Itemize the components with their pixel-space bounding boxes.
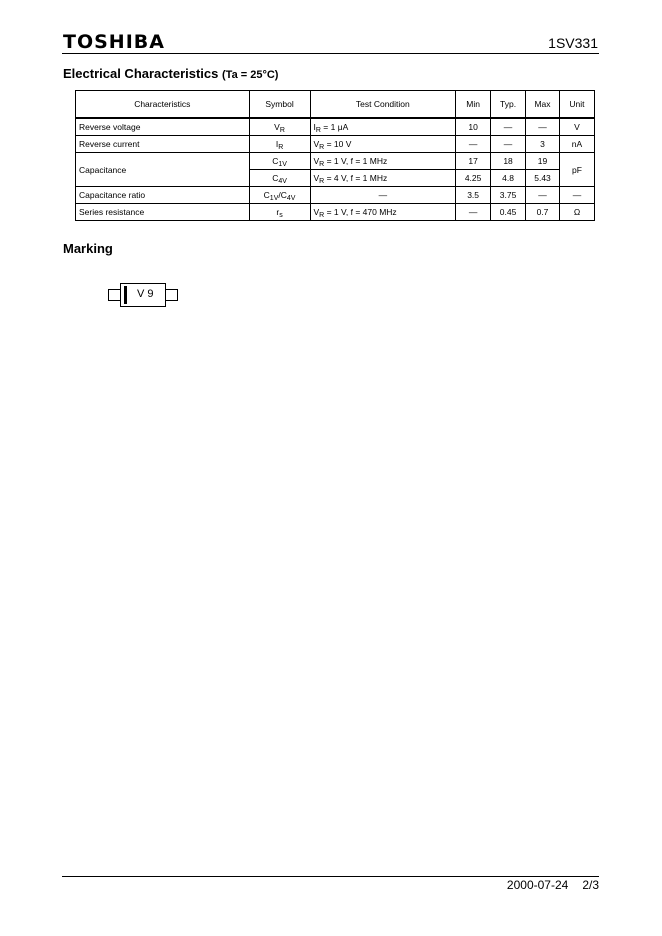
section-title-marking: Marking: [63, 241, 113, 256]
cell-max: —: [526, 187, 560, 204]
cell-typ: —: [491, 118, 526, 136]
package-lead-right: [164, 289, 178, 301]
cell-symbol: $C_{1V}$: [249, 153, 310, 170]
cell-symbol: $C_{4V}$: [249, 170, 310, 187]
cell-unit: Ω: [559, 204, 594, 221]
cell-max: 5.43: [526, 170, 560, 187]
cell-condition: —: [310, 187, 456, 204]
cell-typ: 3.75: [491, 187, 526, 204]
section-title-condition: (Ta = 25°C): [222, 69, 279, 81]
table-row: [76, 187, 595, 204]
cell-condition: $V_R = 4$ V, f = 1 MHz: [310, 170, 456, 187]
cell-symbol: $I_R$: [249, 136, 310, 153]
electrical-characteristics-table: [75, 90, 595, 221]
header-max: Max: [526, 91, 560, 119]
cathode-band: [124, 286, 127, 304]
header-characteristics: Characteristics: [76, 91, 250, 119]
cell-min: —: [456, 204, 491, 221]
package-body: [120, 283, 166, 307]
cell-symbol: $V_R$: [249, 118, 310, 136]
cell-characteristic: Capacitance: [76, 153, 250, 187]
cell-min: —: [456, 136, 491, 153]
header-unit: Unit: [559, 91, 594, 119]
cell-symbol: $r_s$: [249, 204, 310, 221]
header-divider: [62, 53, 599, 54]
cell-condition: $V_R = 10$ V: [310, 136, 456, 153]
cell-typ: 18: [491, 153, 526, 170]
footer-divider: [62, 876, 599, 877]
cell-unit: —: [559, 187, 594, 204]
cell-condition: $I_R = 1$ μA: [310, 118, 456, 136]
header-min: Min: [456, 91, 491, 119]
table-row: [76, 136, 595, 153]
section-title-electrical: [63, 66, 278, 81]
cell-min: 17: [456, 153, 491, 170]
footer: [493, 878, 599, 892]
table-row: [76, 118, 595, 136]
cell-unit: nA: [559, 136, 594, 153]
cell-unit: V: [559, 118, 594, 136]
marking-text: V 9: [137, 288, 154, 300]
cell-characteristic: Reverse voltage: [76, 118, 250, 136]
cell-max: —: [526, 118, 560, 136]
table-row: [76, 153, 595, 170]
cell-min: 10: [456, 118, 491, 136]
cell-condition: $V_R = 1$ V, f = 470 MHz: [310, 204, 456, 221]
cell-min: 4.25: [456, 170, 491, 187]
header-typ: Typ.: [491, 91, 526, 119]
toshiba-logo: TOSHIBA: [63, 31, 165, 53]
cell-typ: 0.45: [491, 204, 526, 221]
part-number: 1SV331: [548, 35, 598, 51]
cell-max: 3: [526, 136, 560, 153]
cell-typ: 4.8: [491, 170, 526, 187]
cell-max: 19: [526, 153, 560, 170]
footer-date: 2000-07-24: [506, 878, 569, 892]
cell-characteristic: Series resistance: [76, 204, 250, 221]
cell-symbol: $C_{1V}/C_{4V}$: [249, 187, 310, 204]
header-symbol: Symbol: [249, 91, 310, 119]
cell-characteristic: Reverse current: [76, 136, 250, 153]
section-title-text: Electrical Characteristics: [63, 66, 219, 81]
table-header-row: [76, 91, 595, 119]
cell-typ: —: [491, 136, 526, 153]
cell-max: 0.7: [526, 204, 560, 221]
cell-unit: pF: [559, 153, 594, 187]
cell-characteristic: Capacitance ratio: [76, 187, 250, 204]
table-row: [76, 204, 595, 221]
marking-package-diagram: [108, 283, 180, 307]
header-test-condition: Test Condition: [310, 91, 456, 119]
cell-condition: $V_R = 1$ V, f = 1 MHz: [310, 153, 456, 170]
footer-page: 2/3: [582, 878, 599, 892]
cell-min: 3.5: [456, 187, 491, 204]
